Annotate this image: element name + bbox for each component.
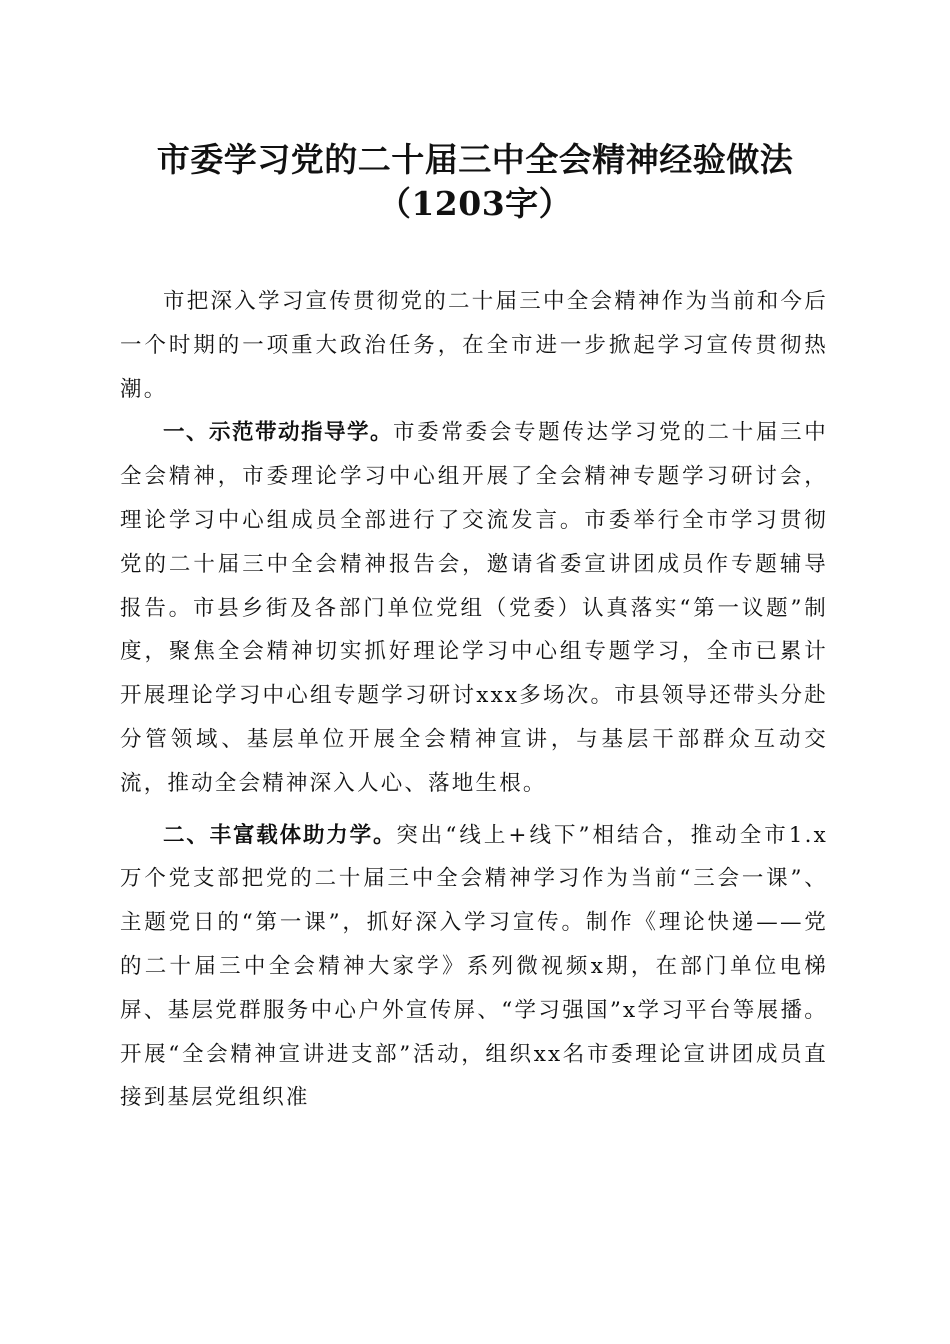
document-body bbox=[120, 280, 828, 1120]
document-title bbox=[100, 138, 850, 226]
section-heading: 一、示范带动指导学。 bbox=[163, 420, 393, 446]
paragraph-section-1 bbox=[120, 411, 828, 805]
paragraph-section-2 bbox=[120, 814, 828, 1121]
title-line-wordcount: （1203字） bbox=[377, 184, 573, 223]
paragraph-text: 市把深入学习宣传贯彻党的二十届三中全会精神作为当前和今后一个时期的一项重大政治任务，在全市进一步掀起学习宣传贯彻热潮。 bbox=[120, 289, 828, 402]
section-heading: 二、丰富载体助力学。 bbox=[163, 822, 397, 848]
paragraph-text: 突出“线上+线下”相结合，推动全市1.x万个党支部把党的二十届三中全会精神学习作为当前“三会一课”、主题党日的“第一课”，抓好深入学习宣传。制作《理论快递——党的二十届三中全会精神大家学》系列微视频x期，在部门单位电梯屏、基层党群服务中心户外宣传屏、“学习强国”x学习平台等展播。开展“全会精神宣讲进支部”活动，组织xx名市委理论宣讲团成员直接到基层党组织准 bbox=[120, 822, 828, 1111]
paragraph-intro bbox=[120, 280, 828, 411]
title-line-main: 市委学习党的二十届三中全会精神经验做法 bbox=[156, 140, 794, 179]
paragraph-text: 市委常委会专题传达学习党的二十届三中全会精神，市委理论学习中心组开展了全会精神专题学习研讨会，理论学习中心组成员全部进行了交流发言。市委举行全市学习贯彻党的二十届三中全会精神报告会，邀请省委宣讲团成员作专题辅导报告。市县乡街及各部门单位党组（党委）认真落实“第一议题”制度，聚焦全会精神切实抓好理论学习中心组专题学习，全市已累计开展理论学习中心组专题学习研讨xxx多场次。市县领导还带头分赴分管领域、基层单位开展全会精神宣讲，与基层干部群众互动交流，推动全会精神深入人心、落地生根。 bbox=[120, 420, 828, 796]
